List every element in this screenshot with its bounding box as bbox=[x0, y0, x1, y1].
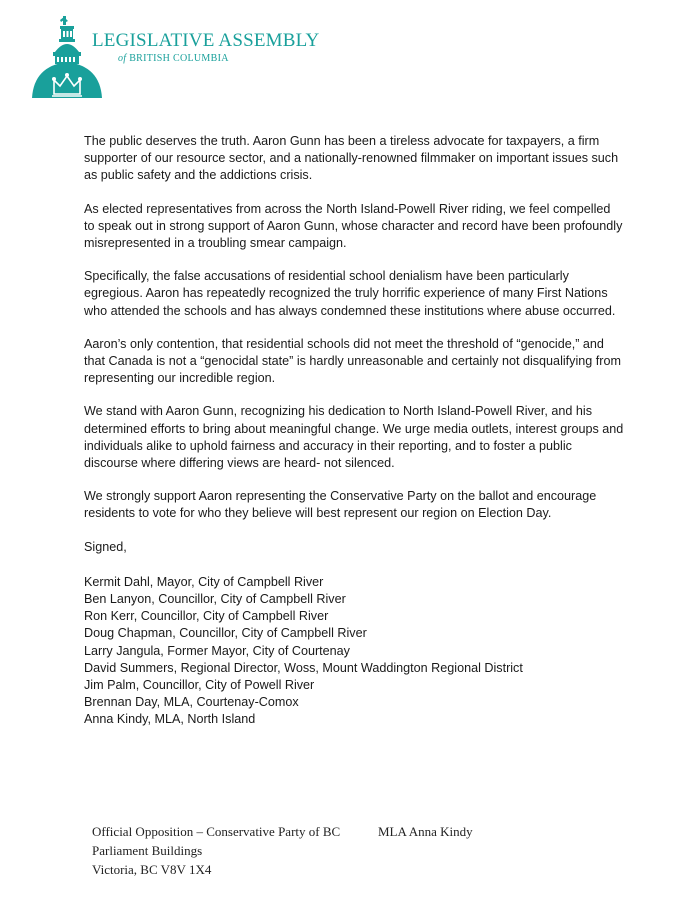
signer: Jim Palm, Councillor, City of Powell River bbox=[84, 678, 315, 693]
letterhead bbox=[30, 14, 360, 104]
footer-mla: MLA Anna Kindy bbox=[378, 824, 473, 839]
paragraph: The public deserves the truth. Aaron Gunn has been a tireless advocate for taxpayers, a firm supporter of our resource sector, and a nationally-renowned filmmaker on important issues such as public safety and the addictions crisis. bbox=[84, 134, 619, 183]
signer: Doug Chapman, Councillor, City of Campbell River bbox=[84, 626, 367, 641]
signer: Brennan Day, MLA, Courtenay-Comox bbox=[84, 695, 299, 710]
signer: Kermit Dahl, Mayor, City of Campbell River bbox=[84, 574, 324, 589]
footer-address bbox=[92, 822, 473, 879]
paragraph: We strongly support Aaron representing the Conservative Party on the ballot and encourage residents to vote for who they believe will best represent our region on Election Day. bbox=[84, 489, 597, 521]
signer: Ron Kerr, Councillor, City of Campbell River bbox=[84, 609, 329, 624]
footer-row1 bbox=[92, 822, 473, 841]
paragraph: Aaron’s only contention, that residential schools did not meet the threshold of “genocide,” and that Canada is not a “genocidal state” is hardly unreasonable and certainly not disqualifying from representing our incredible region. bbox=[84, 336, 621, 386]
letterhead-sub-of: of bbox=[118, 53, 127, 64]
signer-list bbox=[84, 574, 624, 729]
letterhead-subtitle bbox=[118, 53, 229, 64]
signed-label: Signed, bbox=[84, 539, 127, 554]
footer-city: Victoria, BC V8V 1X4 bbox=[92, 862, 212, 877]
footer-building: Parliament Buildings bbox=[92, 843, 203, 858]
signer: Ben Lanyon, Councillor, City of Campbell River bbox=[84, 592, 346, 607]
legislature-dome-icon bbox=[30, 14, 104, 100]
paragraph: Specifically, the false accusations of residential school denialism have been particularly egregious. Aaron has repeatedly recognized the truly horrific experience of many First Nations who attended the schools and has always condemned these institutions where abuse occurred. bbox=[84, 269, 616, 318]
signer: Anna Kindy, MLA, North Island bbox=[84, 712, 256, 727]
letter-body bbox=[84, 133, 624, 729]
signer: Larry Jangula, Former Mayor, City of Courtenay bbox=[84, 643, 350, 658]
paragraph: We stand with Aaron Gunn, recognizing his dedication to North Island-Powell River, and his determined efforts to bring about meaningful change. We urge media outlets, interest groups and individuals alike to uphold fairness and accuracy in their reporting, and to foster a public discourse where differing views are heard- not silenced. bbox=[84, 404, 624, 471]
letterhead-title: LEGISLATIVE ASSEMBLY bbox=[92, 30, 320, 51]
paragraph: As elected representatives from across the North Island-Powell River riding, we feel compelled to speak out in strong support of Aaron Gunn, whose character and record have been profoundly misrepresented in a troubling smear campaign. bbox=[84, 201, 623, 251]
signer: David Summers, Regional Director, Woss, Mount Waddington Regional District bbox=[84, 660, 523, 675]
footer-office: Official Opposition – Conservative Party of BC bbox=[92, 824, 341, 839]
letterhead-sub-name: BRITISH COLUMBIA bbox=[129, 53, 229, 64]
